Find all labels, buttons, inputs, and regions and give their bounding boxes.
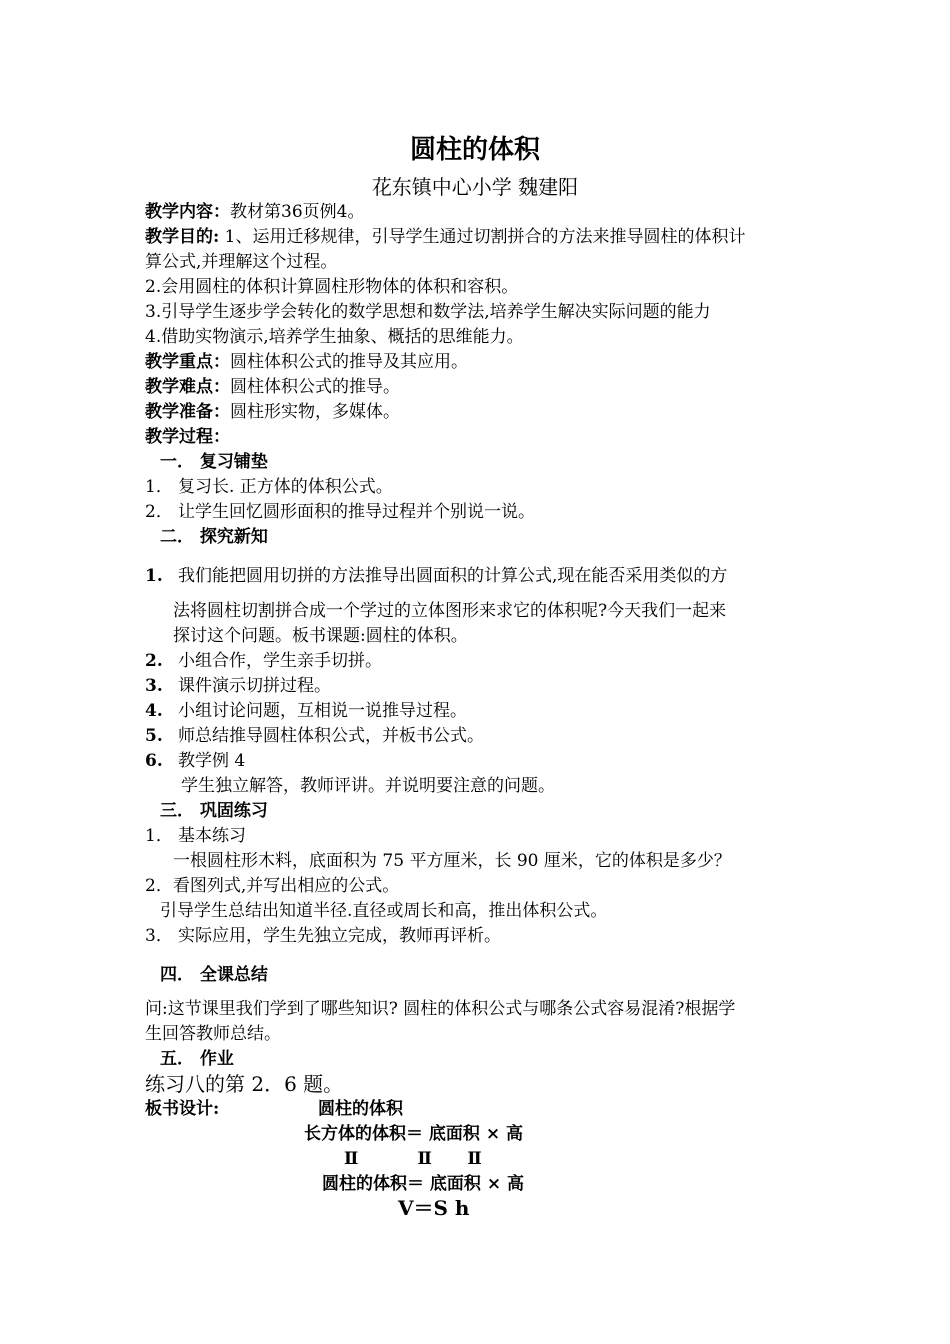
item-number: 5. xyxy=(145,726,163,746)
goals-line-2: 2.会用圆柱的体积计算圆柱形物体的体积和容积。 xyxy=(145,277,519,297)
section-5-heading: 五． 作业 xyxy=(160,1049,234,1069)
goals-line-4: 4.借助实物演示,培养学生抽象、概括的思维能力。 xyxy=(145,327,524,347)
section-3-item-1 xyxy=(145,825,246,847)
preparation-line xyxy=(145,401,400,423)
item-text: 教学例 4 xyxy=(178,751,246,771)
difficulty-text: 圆柱体积公式的推导。 xyxy=(230,377,400,397)
author-line: 花东镇中心小学 魏建阳 xyxy=(371,175,579,199)
preparation-label: 教学准备： xyxy=(145,402,230,422)
process-label: 教学过程： xyxy=(145,427,230,447)
section-3-item-2: 2．看图列式,并写出相应的公式。 xyxy=(145,876,400,896)
section-3-heading: 三． 巩固练习 xyxy=(160,801,268,821)
content-line xyxy=(145,201,364,223)
item-number: 1． xyxy=(145,477,173,497)
item-text: 课件演示切拼过程。 xyxy=(178,676,331,696)
section-2-item-1-cont: 法将圆柱切割拼合成一个学过的立体图形来求它的体积呢?今天我们一起来 xyxy=(173,601,727,621)
key-point-text: 圆柱体积公式的推导及其应用。 xyxy=(230,352,468,372)
board-label: 板书设计: xyxy=(145,1099,220,1119)
goals-line-1b: 算公式,并理解这个过程。 xyxy=(145,252,338,272)
goals-line-1 xyxy=(145,226,746,248)
section-3-item-1-detail: 一根圆柱形木料，底面积为 75 平方厘米，长 90 厘米，它的体积是多少？ xyxy=(173,851,731,871)
item-number: 3． xyxy=(145,926,173,946)
item-number: 6. xyxy=(145,751,163,771)
section-2-item-1-cont: 探讨这个问题。板书课题:圆柱的体积。 xyxy=(173,626,468,646)
item-text: 复习长. 正方体的体积公式。 xyxy=(178,477,393,497)
goals-line-3: 3.引导学生逐步学会转化的数学思想和数学法,培养学生解决实际问题的能力 xyxy=(145,302,711,322)
section-4-text: 问:这节课里我们学到了哪些知识? 圆柱的体积公式与哪条公式容易混淆?根据学 xyxy=(145,999,736,1019)
item-number: 2. xyxy=(145,651,163,671)
section-2-item xyxy=(145,675,331,697)
section-3-item-2-detail: 引导学生总结出知道半径.直径或周长和高，推出体积公式。 xyxy=(160,901,608,921)
item-number: 1． xyxy=(145,826,173,846)
section-1-item xyxy=(145,501,535,523)
content-text: 教材第36页例4。 xyxy=(230,202,365,222)
section-1-item xyxy=(145,476,393,498)
item-number: 3. xyxy=(145,676,163,696)
item-text: 让学生回忆圆形面积的推导过程并个别说一说。 xyxy=(178,502,535,522)
section-2-item xyxy=(145,650,382,672)
difficulty-label: 教学难点： xyxy=(145,377,230,397)
section-1-heading: 一． 复习铺垫 xyxy=(160,452,268,472)
item-number: 2． xyxy=(145,502,173,522)
item-text: 师总结推导圆柱体积公式，并板书公式。 xyxy=(178,726,484,746)
item-text: 小组合作，学生亲手切拼。 xyxy=(178,651,382,671)
board-title: 圆柱的体积 xyxy=(318,1099,403,1119)
item-text: 我们能把圆用切拼的方法推导出圆面积的计算公式,现在能否采用类似的方 xyxy=(178,566,728,586)
content-label: 教学内容： xyxy=(145,202,230,222)
board-row-cylinder: 圆柱的体积＝ 底面积 × 高 xyxy=(322,1174,524,1194)
section-4-text: 生回答教师总结。 xyxy=(145,1024,281,1044)
homework-text: 练习八的第 2．6 题。 xyxy=(145,1072,344,1096)
item-text: 小组讨论问题，互相说一说推导过程。 xyxy=(178,701,467,721)
difficulty-line xyxy=(145,376,400,398)
item-text: 基本练习 xyxy=(178,826,246,846)
section-2-item-6-detail: 学生独立解答，教师评讲。并说明要注意的问题。 xyxy=(181,776,555,796)
goals-label: 教学目的: xyxy=(145,227,220,247)
item-text: 实际应用，学生先独立完成，教师再评析。 xyxy=(178,926,501,946)
board-row-cuboid: 长方体的体积＝ 底面积 × 高 xyxy=(304,1124,523,1144)
key-point-label: 教学重点： xyxy=(145,352,230,372)
section-2-item xyxy=(145,700,467,722)
section-4-heading: 四． 全课总结 xyxy=(160,965,268,985)
item-number: 1. xyxy=(145,566,163,586)
section-2-heading: 二． 探究新知 xyxy=(160,527,268,547)
section-2-item xyxy=(145,750,245,772)
document-title: 圆柱的体积 xyxy=(409,135,540,165)
item-number: 4. xyxy=(145,701,163,721)
section-2-item-1 xyxy=(145,565,727,587)
board-formula: V＝S h xyxy=(398,1196,470,1220)
section-2-item xyxy=(145,725,484,747)
board-row-equal-signs: Ⅱ Ⅱ Ⅱ xyxy=(344,1149,482,1169)
key-point-line xyxy=(145,351,468,373)
goals-text-1: 1、运用迁移规律，引导学生通过切割拼合的方法来推导圆柱的体积计 xyxy=(219,227,746,247)
preparation-text: 圆柱形实物，多媒体。 xyxy=(230,402,400,422)
section-3-item-3 xyxy=(145,925,501,947)
